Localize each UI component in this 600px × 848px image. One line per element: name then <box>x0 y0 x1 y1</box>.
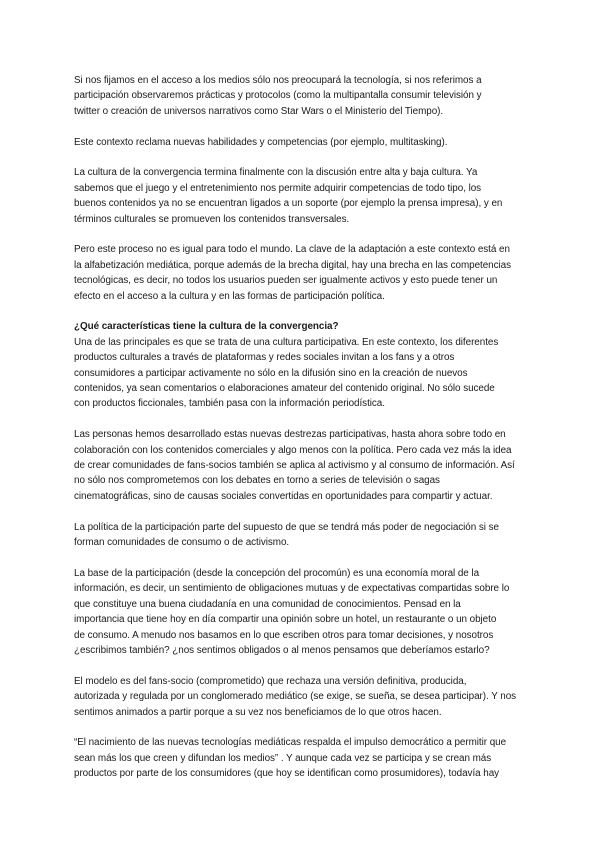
text-line: la alfabetización mediática, porque además de la brecha digital, hay una brecha en las competencias <box>74 259 511 271</box>
text-line: tecnológicas, es decir, no todos los usuarios pueden ser igualmente activos y esto puede tener un <box>74 275 498 287</box>
body-paragraph <box>74 135 534 150</box>
body-paragraph <box>74 242 534 304</box>
text-line: Una de las principales es que se trata de una cultura participativa. En este contexto, los diferentes <box>74 336 499 348</box>
text-line: contenidos, ya sean comentarios o elaboraciones amateur del contenido original. No sólo sucede <box>74 383 495 395</box>
text-line: colaboración con los contenidos comerciales y algo menos con la política. Pero cada vez más la idea <box>74 444 512 456</box>
text-line: twitter o creación de universos narrativos como Star Wars o el Ministerio del Tiempo). <box>74 105 444 117</box>
text-line: La cultura de la convergencia termina finalmente con la discusión entre alta y baja cultura. Ya <box>74 167 478 179</box>
body-paragraph <box>74 427 534 504</box>
text-line: ¿escribimos también? ¿nos sentimos obligados o al menos pensamos que deberíamos estarlo? <box>74 644 490 656</box>
text-line: que constituye una buena ciudadanía en una comunidad de conocimientos. Pensad en la <box>74 598 461 610</box>
text-line: términos culturales se promueven los contenidos transversales. <box>74 213 350 225</box>
body-paragraph <box>74 735 534 781</box>
text-line: Este contexto reclama nuevas habilidades y competencias (por ejemplo, multitasking). <box>74 136 448 148</box>
text-line: efecto en el acceso a la cultura y en las formas de participación política. <box>74 290 385 302</box>
text-line: productos culturales a través de plataformas y redes sociales invitan a los fans y a otros <box>74 352 455 364</box>
text-line: La base de la participación (desde la concepción del procomún) es una economía moral de la <box>74 567 480 579</box>
text-line: de consumo. A menudo nos basamos en lo que escriben otros para tomar decisiones, y nosotros <box>74 629 494 641</box>
body-paragraph <box>74 520 534 551</box>
body-paragraph <box>74 73 534 119</box>
text-line: información, es decir, un sentimiento de obligaciones mutuas y de expectativas compartidas sobre lo <box>74 583 510 595</box>
text-line: consumidores a participar activamente no sólo en la difusión sino en la creación de nuevos <box>74 367 468 379</box>
body-paragraph <box>74 165 534 227</box>
body-paragraph <box>74 319 534 411</box>
text-line: importancia que tiene hoy en día compartir una opinión sobre un hotel, un restaurante o un objeto <box>74 614 497 626</box>
body-paragraph <box>74 674 534 720</box>
text-line: sabemos que el juego y el entretenimiento nos permite adquirir competencias de todo tipo, los <box>74 182 482 194</box>
text-line: buenos contenidos ya no se encuentran ligados a un soporte (por ejemplo la prensa impresa), y en <box>74 198 503 210</box>
text-line: autorizada y regulada por un conglomerado mediático (se exige, se sueña, se desea participar). Y nos <box>74 691 517 703</box>
text-line: Pero este proceso no es igual para todo el mundo. La clave de la adaptación a este contexto está en <box>74 244 510 256</box>
text-line: Si nos fijamos en el acceso a los medios sólo nos preocupará la tecnología, si nos referimos a <box>74 75 482 86</box>
text-line: de crear comunidades de fans-socios también se aplica al activismo y al consumo de información. Así <box>74 460 515 472</box>
text-line: sentimos animados a partir porque a su vez nos beneficiamos de lo que otros hacen. <box>74 706 442 718</box>
document-body <box>74 73 534 797</box>
text-line: productos por parte de los consumidores (que hoy se identifican como prosumidores), todavía hay <box>74 768 500 780</box>
text-line: cinematográficas, sino de causas sociales convertidas en oportunidades para compartir y actuar. <box>74 490 493 502</box>
text-line: El modelo es del fans-socio (comprometido) que rechaza una versión definitiva, producida, <box>74 675 467 687</box>
text-line: Las personas hemos desarrollado estas nuevas destrezas participativas, hasta ahora sobre todo en <box>74 429 506 441</box>
text-line: con productos ficcionales, también pasa con la información periodística. <box>74 398 385 410</box>
section-heading: ¿Qué características tiene la cultura de la convergencia? <box>74 321 339 333</box>
body-paragraph <box>74 566 534 658</box>
text-line: forman comunidades de consumo o de activismo. <box>74 537 290 549</box>
text-line: sean más los que creen y difundan los medios” . Y aunque cada vez se participa y se crean más <box>74 752 492 764</box>
text-line: “El nacimiento de las nuevas tecnologías mediáticas respalda el impulso democrático a permitir que <box>74 737 507 749</box>
text-line: La política de la participación parte del supuesto de que se tendrá más poder de negociación si se <box>74 521 499 533</box>
text-line: no sólo nos comprometemos con los debates en torno a series de televisión o sagas <box>74 475 440 487</box>
text-line: participación observaremos prácticas y protocolos (como la multipantalla consumir televisión y <box>74 90 482 102</box>
